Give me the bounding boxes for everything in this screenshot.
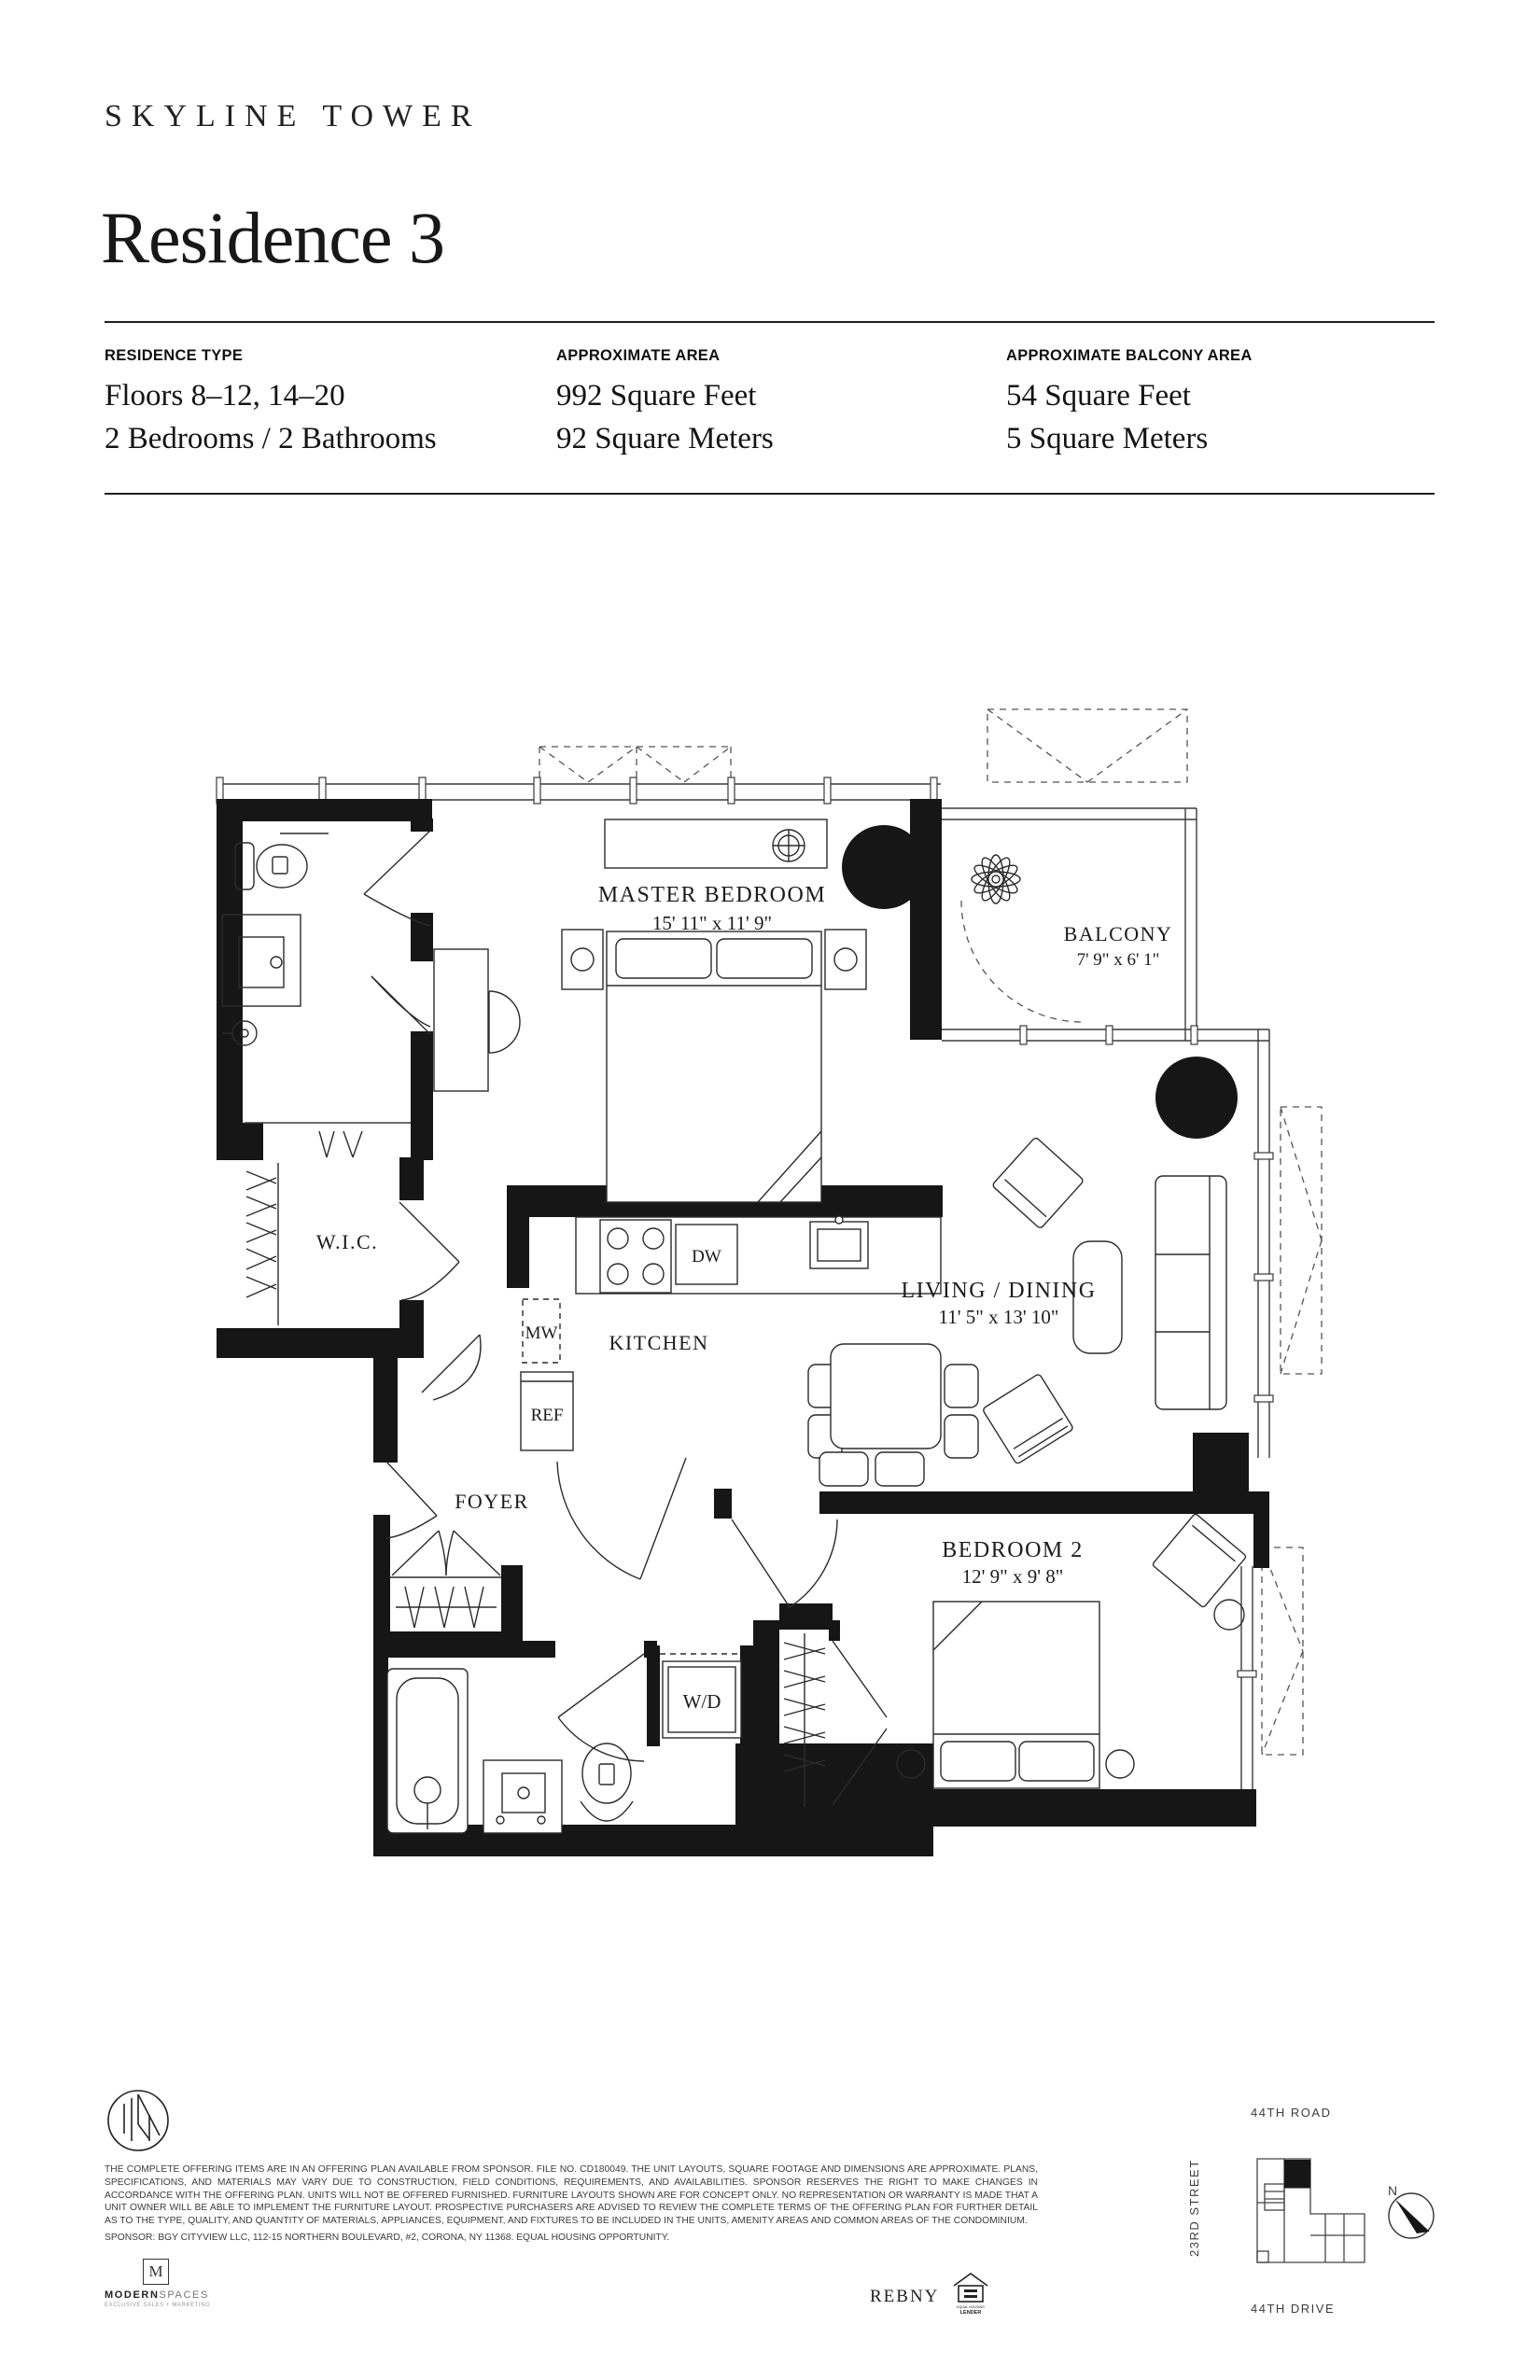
- dining-table: [808, 1344, 978, 1486]
- modern-spaces-logo: [105, 2259, 211, 2308]
- balcony-dims: 7' 9" x 6' 1": [1076, 950, 1160, 970]
- compass-icon: [1388, 2183, 1434, 2238]
- building-footprint: [1257, 2159, 1365, 2262]
- map-street-left: 23RD STREET: [1187, 2159, 1201, 2257]
- offering-disclaimer: THE COMPLETE OFFERING ITEMS ARE IN AN OFFERING PLAN AVAILABLE FROM SPONSOR. FILE NO. CD180049. THE UNIT LAYOUTS, SQUARE FOOTAGE AND DIMENSIONS ARE APPROXIMATE. PLANS, SPECIFICATIONS, AND MATERIALS MAY VARY DUE TO CONSTRUCTION, FIELD CONDITIONS, REQUIREMENTS, AND AVAILABILITIES. SPONSOR RESERVES THE RIGHT TO MAKE CHANGES IN ACCORDANCE WITH THE OFFERING PLAN. UNITS WILL NOT BE OFFERED FURNISHED. FURNITURE LAYOUTS SHOWN ARE FOR CONCEPT ONLY. NO REPRESENTATION OR WARRANTY IS MADE THAT A UNIT OWNER WILL BE ABLE TO IMPLEMENT THE FURNITURE LAYOUT. PROSPECTIVE PURCHASERS ARE ADVISED TO REVIEW THE COMPLETE TERMS OF THE OFFERING PLAN FOR FURTHER DETAIL AS TO THE TYPE, QUALITY, AND QUANTITY OF MATERIALS, APPLIANCES, EQUIPMENT, AND FIXTURES TO BE INCLUDED IN THE UNITS, AMENITY AREAS AND COMMON AREAS OF THE CONDOMINIUM.: [105, 2164, 1038, 2227]
- bedroom2-label: BEDROOM 2: [942, 1538, 1084, 1562]
- residence-floors: Floors 8–12, 14–20: [105, 379, 345, 413]
- ehl-text-bottom: LENDER: [959, 2310, 982, 2316]
- area-label: APPROXIMATE AREA: [556, 347, 721, 364]
- location-map: [1167, 2091, 1484, 2324]
- living-dining-label: LIVING / DINING: [901, 1279, 1097, 1303]
- skyline-circle-logo-icon: [105, 2087, 172, 2154]
- balcony-area-column: [1006, 347, 1253, 460]
- bedroom2-dims: 12' 9" x 9' 8": [961, 1565, 1064, 1588]
- balcony-meters: 5 Square Meters: [1006, 422, 1209, 455]
- area-feet: 992 Square Feet: [556, 379, 757, 413]
- map-street-bottom: 44TH DRIVE: [1251, 2302, 1336, 2316]
- highlighted-unit: [1284, 2160, 1310, 2188]
- map-street-top: 44TH ROAD: [1251, 2106, 1332, 2120]
- bath2-fixtures: [387, 1654, 741, 1833]
- master-bath-fixtures: [222, 831, 430, 1045]
- wic-label: W.I.C.: [315, 1230, 379, 1253]
- modern-spaces-name-light: SPACES: [159, 2289, 209, 2301]
- washer-dryer-label: W/D: [682, 1690, 721, 1713]
- living-dining-dims: 11' 5" x 13' 10": [938, 1306, 1059, 1328]
- floorplan-drawing: [215, 700, 1325, 1867]
- structural-column: [1155, 1057, 1238, 1139]
- divider-top: [105, 321, 1435, 323]
- dishwasher-label: DW: [692, 1247, 721, 1267]
- kitchen-label: KITCHEN: [609, 1331, 709, 1354]
- equal-housing-lender-icon: [952, 2272, 989, 2317]
- living-room-furniture: [982, 1057, 1238, 1464]
- residence-bed-bath: 2 Bedrooms / 2 Bathrooms: [105, 422, 437, 455]
- brand-logotype: SKYLINE TOWER: [105, 99, 482, 133]
- sponsor-line: SPONSOR: BGY CITYVIEW LLC, 112-15 NORTHERN BOULEVARD, #2, CORONA, NY 11368. EQUAL HOUSING OPPORTUNITY.: [105, 2233, 670, 2243]
- structural-column: [842, 825, 926, 909]
- residence-type-label: RESIDENCE TYPE: [105, 347, 244, 364]
- balcony-feet: 54 Square Feet: [1006, 379, 1191, 413]
- master-bedroom-label: MASTER BEDROOM: [597, 883, 827, 907]
- page-title: Residence 3: [101, 197, 445, 278]
- refrigerator-label: REF: [530, 1406, 564, 1425]
- modern-spaces-monogram: M: [143, 2259, 169, 2285]
- balcony-label: BALCONY: [1063, 922, 1173, 945]
- area-meters: 92 Square Meters: [556, 422, 774, 455]
- rebny-logo: REBNY: [870, 2287, 940, 2306]
- master-bedroom-furniture: [434, 819, 926, 1202]
- plant-icon: [971, 854, 1020, 903]
- area-column: [556, 347, 774, 460]
- modern-spaces-tagline: EXCLUSIVE SALES + MARKETING: [105, 2303, 211, 2308]
- compass-north-label: N: [1388, 2183, 1398, 2198]
- microwave-label: MW: [525, 1323, 558, 1343]
- walk-in-closet: [246, 1131, 459, 1325]
- divider-bottom: [105, 493, 1435, 495]
- master-bedroom-dims: 15' 11" x 11' 9": [651, 912, 773, 934]
- ehl-text-top: EQUAL HOUSING: [957, 2305, 985, 2309]
- foyer-label: FOYER: [455, 1490, 529, 1513]
- residence-type-column: [105, 347, 437, 460]
- balcony-area-label: APPROXIMATE BALCONY AREA: [1006, 347, 1253, 364]
- modern-spaces-name-bold: MODERN: [105, 2289, 160, 2301]
